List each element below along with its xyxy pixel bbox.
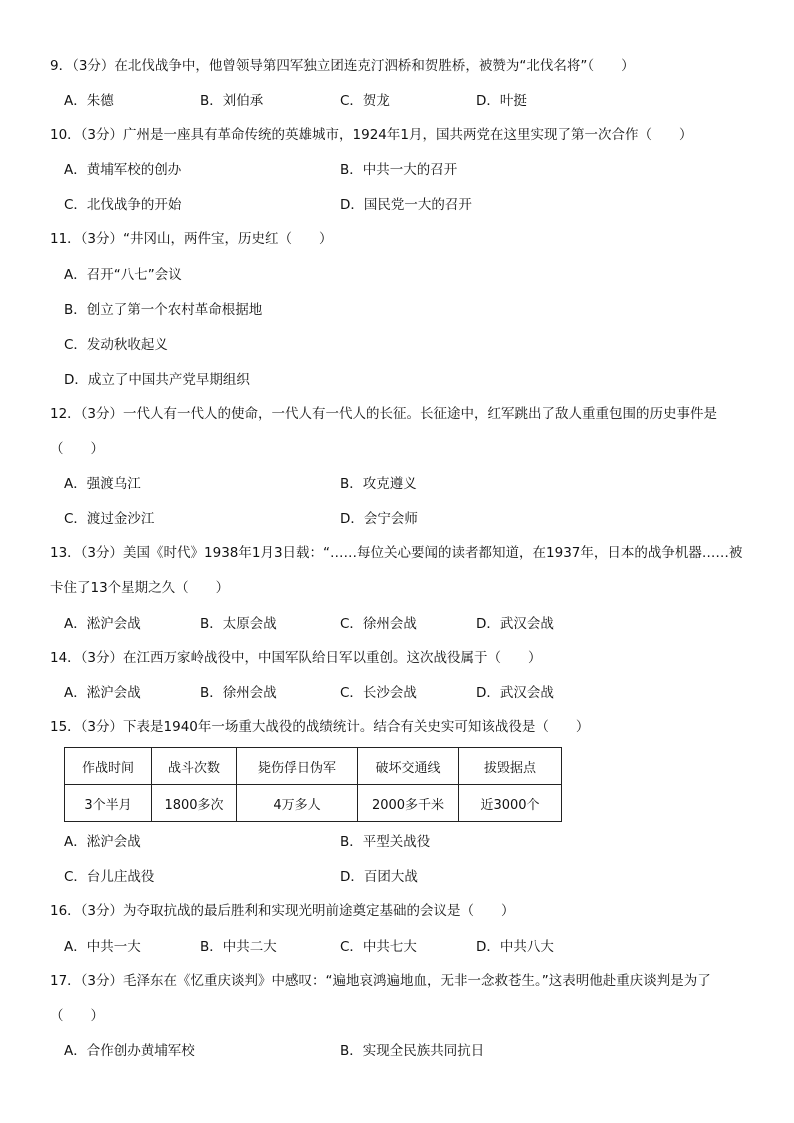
q15-option-b[interactable]: B．平型关战役 [340,834,431,850]
q9-option-b[interactable]: B．刘伯承 [200,93,264,109]
q17-option-a[interactable]: A．合作创办黄埔军校 [64,1043,195,1059]
q11-option-a[interactable]: A．召开“八七”会议 [64,267,182,283]
q12-option-b[interactable]: B．攻克遵义 [340,476,417,492]
q10-option-c[interactable]: C．北伐战争的开始 [64,197,182,213]
q9-option-c[interactable]: C．贺龙 [340,93,390,109]
battle-stats-table [64,747,562,822]
question-10-stem: 10．（3分）广州是一座具有革命传统的英雄城市，1924年1月，国共两党在这里实现了第一次合作（ ） [50,127,693,143]
table-cell: 3个半月 [65,785,152,822]
q16-option-a[interactable]: A．中共一大 [64,939,141,955]
q16-option-d[interactable]: D．中共八大 [476,939,554,955]
q15-option-c[interactable]: C．台儿庄战役 [64,869,155,885]
q12-option-c[interactable]: C．渡过金沙江 [64,511,155,527]
q11-option-c[interactable]: C．发动秋收起义 [64,337,168,353]
q13-option-a[interactable]: A．淞沪会战 [64,616,141,632]
q14-option-c[interactable]: C．长沙会战 [340,685,417,701]
question-17-stem: 17．（3分）毛泽东在《忆重庆谈判》中感叹：“遍地哀鸿遍地血，无非一念救苍生。”这表明他赴重庆谈判是为了（ ） [50,973,711,1024]
table-header-cell: 作战时间 [65,748,152,785]
question-11-stem: 11．（3分）“井冈山，两件宝，历史红（ ） [50,231,333,247]
q12-option-a[interactable]: A．强渡乌江 [64,476,141,492]
table-header-cell: 战斗次数 [152,748,237,785]
q10-option-b[interactable]: B．中共一大的召开 [340,162,458,178]
q10-option-d[interactable]: D．国民党一大的召开 [340,197,472,213]
q16-option-c[interactable]: C．中共七大 [340,939,417,955]
q11-option-b[interactable]: B．创立了第一个农村革命根据地 [64,302,263,318]
q9-option-d[interactable]: D．叶挺 [476,93,527,109]
question-9-stem: 9．（3分）在北伐战争中，他曾领导第四军独立团连克汀泗桥和贺胜桥，被赞为“北伐名将”（ ） [50,58,635,74]
q13-option-d[interactable]: D．武汉会战 [476,616,554,632]
q16-option-b[interactable]: B．中共二大 [200,939,277,955]
table-header-row [65,748,562,785]
q10-option-a[interactable]: A．黄埔军校的创办 [64,162,182,178]
question-14-stem: 14．（3分）在江西万家岭战役中，中国军队给日军以重创。这次战役属于（ ） [50,650,542,666]
table-cell: 近3000个 [459,785,562,822]
q13-option-c[interactable]: C．徐州会战 [340,616,417,632]
table-cell: 4万多人 [237,785,358,822]
table-header-cell: 拔毁据点 [459,748,562,785]
q9-option-a[interactable]: A．朱德 [64,93,114,109]
q11-option-d[interactable]: D．成立了中国共产党早期组织 [64,372,250,388]
table-cell: 2000多千米 [358,785,459,822]
table-row [65,785,562,822]
table-header-cell: 破坏交通线 [358,748,459,785]
q12-option-d[interactable]: D．会宁会师 [340,511,418,527]
q14-option-a[interactable]: A．淞沪会战 [64,685,141,701]
q14-option-b[interactable]: B．徐州会战 [200,685,277,701]
table-header-cell: 毙伤俘日伪军 [237,748,358,785]
question-15-stem: 15．（3分）下表是1940年一场重大战役的战绩统计。结合有关史实可知该战役是（ ） [50,719,590,735]
q15-option-d[interactable]: D．百团大战 [340,869,418,885]
q17-option-b[interactable]: B．实现全民族共同抗日 [340,1043,485,1059]
q15-option-a[interactable]: A．淞沪会战 [64,834,141,850]
question-13-stem: 13．（3分）美国《时代》1938年1月3日载：“……每位关心要闻的读者都知道，在1937年，日本的战争机器……被卡住了13个星期之久（ ） [50,545,743,596]
question-12-stem: 12．（3分）一代人有一代人的使命，一代人有一代人的长征。长征途中，红军跳出了敌人重重包围的历史事件是（ ） [50,406,718,457]
table-cell: 1800多次 [152,785,237,822]
q14-option-d[interactable]: D．武汉会战 [476,685,554,701]
q13-option-b[interactable]: B．太原会战 [200,616,277,632]
question-16-stem: 16．（3分）为夺取抗战的最后胜利和实现光明前途奠定基础的会议是（ ） [50,903,515,919]
